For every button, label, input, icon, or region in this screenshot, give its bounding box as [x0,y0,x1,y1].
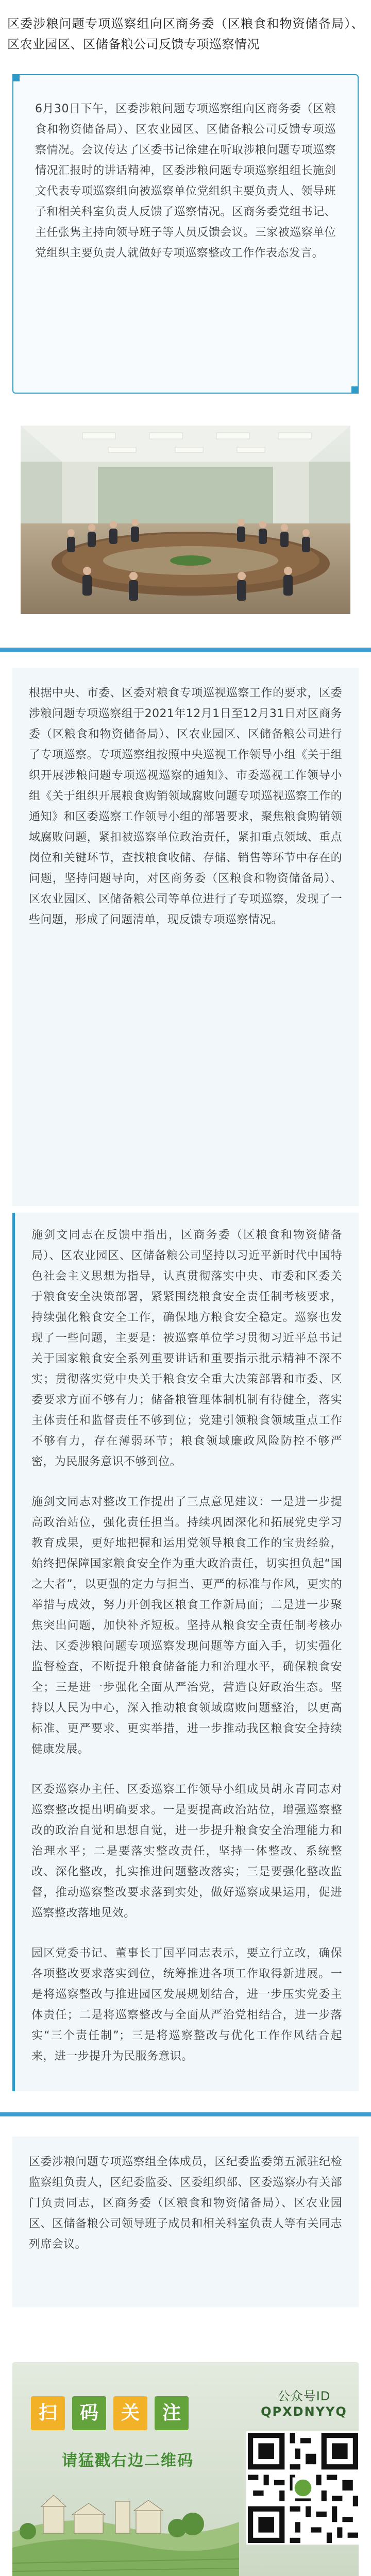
background-paragraph: 根据中央、市委、区委对粮食专项巡视巡察工作的要求，区委涉粮问题专项巡察组于2021年12月1日至12月31日对区商务委（区粮食和物资储备局）、区农业园区、区储备粮公司进行了专项巡察。专项巡察组按照中央巡视工作领导小组《关于组织开展涉粮问题专项巡视巡察的通知》、市委巡视工作领导小组《关于组织开展粮食购销领域腐败问题专项巡视巡察工作的通知》和区委巡察工作领导小组的部署要求，聚焦粮食购销领域腐败问题，紧扣被巡察单位政治责任，紧扣重点领域、重点岗位和关键环节，查找粮食收储、存储、销售等环节中存在的问题，坚持问题导向，对区商务委（区粮食和物资储备局）、区农业园区、区储备粮公司等单位进行了专项巡察，发现了一些问题，形成了问题清单，现反馈专项巡察情况。 [29,687,342,926]
meeting-photo [21,426,350,614]
meeting-room-illustration [21,426,350,614]
attendees-paragraph: 区委涉粮问题专项巡察组全体成员，区纪委监委第五派驻纪检监察组负责人，区纪委监委、区委组织部、区委巡察办有关部门负责同志，区商务委（区粮食和物资储备局）、区农业园区、区储备粮公司领导班子成员和相关科室负责人等有关同志列席会议。 [29,2156,342,2251]
corner-accent [12,74,20,81]
feedback-paragraph-2: 施剑文同志对整改工作提出了三点意见建议：一是进一步提高政治站位，强化责任担当。持续巩固深化和拓展党史学习教育成果，更好地把握和运用党领导粮食工作的宝贵经验，始终把保障国家粮食安全作为重大政治责任，切实担负起“国之大者”，以更强的定力与担当、更严的标准与作风，更实的举措与成效，努力开创我区粮食工作新局面；二是进一步聚焦突出问题，加快补齐短板。坚持从粮食安全责任制考核办法、区委涉粮问题专项巡察发现问题等方面入手，切实强化监督检查，不断提升粮食储备能力和治理水平，确保粮食安全；三是进一步强化全面从严治党，营造良好政治生态。坚持以人民为中心，深入推动粮食领域腐败问题整治，以更高标准、更严要求、更实举措，进一步推动我区粮食安全持续健康发展。 [31,1496,342,1756]
feedback-paragraph-3: 区委巡察办主任、区委巡察工作领导小组成员胡永青同志对巡察整改提出明确要求。一是要提高政治站位，增强巡察整改的政治自觉和思想自觉，进一步提升粮食安全治理能力和治理水平；二是要落实整改责任，坚持一体整改、系统整改、深化整改，扎实推进问题整改落实；三是要强化整改监督，推动巡察整改要求落到实处，做好巡察成果运用，促进巡察整改落地见效。 [31,1783,342,1920]
feedback-paragraph-4: 园区党委书记、董事长丁国平同志表示，要立行立改，确保各项整改要求落实到位，统筹推进各项工作取得新进展。一是将巡察整改与推进园区发展规划结合，进一步压实党委主体责任；二是将巡察整改与全面从严治党相结合，进一步落实“三个责任制”；三是将巡察整改与优化工作作风结合起来，进一步提升为民服务意识。 [31,1947,342,2063]
account-id: QPXDNYYQ [261,2404,347,2419]
intro-box [12,74,359,394]
attendees-box [12,2137,359,2307]
feedback-box [12,1213,359,2091]
account-label: 公众号ID [277,2389,331,2403]
tile-attention: 注 [155,2396,189,2430]
background-box [12,668,359,1206]
footer-banner [12,2362,359,2576]
tile-code: 码 [72,2396,106,2430]
tile-scan: 扫 [31,2396,65,2430]
corner-accent [351,386,359,394]
feedback-paragraph-1: 施剑文同志在反馈中指出，区商务委（区粮食和物资储备局）、区农业园区、区储备粮公司坚持以习近平新时代中国特色社会主义思想为指导，认真贯彻落实中央、市委和区委关于粮食安全决策部署，紧紧围绕粮食安全责任制考核要求，持续强化粮食安全工作，确保地方粮食安全稳定。巡察也发现了一些问题，主要是：被巡察单位学习贯彻习近平总书记关于国家粮食安全系列重要讲话和重要指示批示精神不深不实；贯彻落实党中央关于粮食安全重大决策部署和市委、区委要求方面不够有力；储备粮管理体制机制有待健全，落实主体责任和监督责任不够到位；党建引领粮食领域重点工作不够有力，存在薄弱环节；粮食领域廉政风险防控不够严密，为民服务意识不够到位。 [31,1229,342,1468]
article-headline: 区委涉粮问题专项巡察组向区商务委（区粮食和物资储备局）、区农业园区、区储备粮公司反馈专项巡察情况 [7,16,364,52]
tile-follow: 关 [113,2396,147,2430]
qr-code[interactable] [246,2431,359,2545]
scan-tiles [31,2396,189,2430]
farm-landscape-illustration [12,2470,239,2576]
section-divider [0,648,371,652]
footer-slogan: 请猛戳右边二维码 [62,2452,194,2470]
intro-paragraph: 6月30日下午，区委涉粮问题专项巡察组向区商务委（区粮食和物资储备局）、区农业园区、区储备粮公司反馈专项巡察情况。会议传达了区委书记徐建在听取涉粮问题专项巡察情况汇报时的讲话精神，区委涉粮问题专项巡察组组长施剑文代表专项巡察组向被巡察单位党组织主要负责人、领导班子和相关科室负责人反馈了巡察情况。区商务委党组书记、主任张隽主持向领导班子等人员反馈会议。三家被巡察单位党组织主要负责人就做好专项巡察整改工作作表态发言。 [35,103,336,260]
section-divider [0,2112,371,2116]
